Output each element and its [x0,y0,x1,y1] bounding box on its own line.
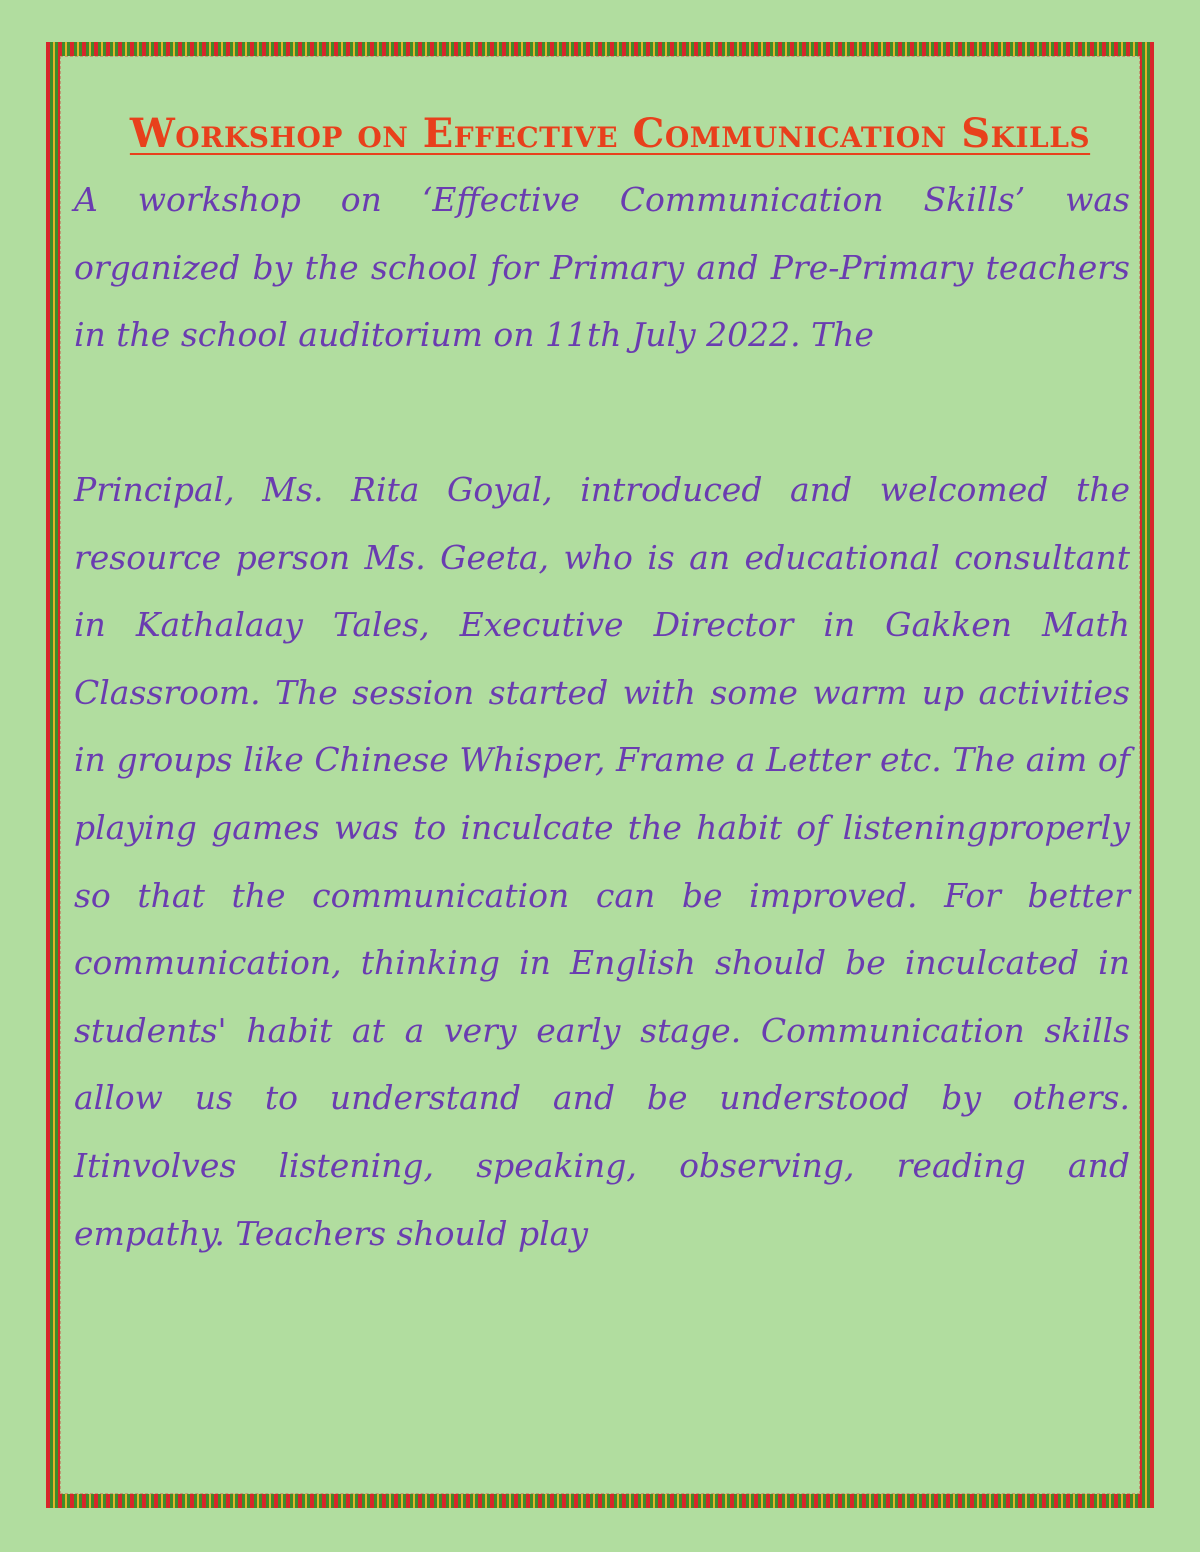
paragraph-intro: A workshop on ‘Effective Communication Skills’ was organized by the school for Primary and Pre-Primary teachers in the school auditorium on 11th July 2022. The [74,180,1130,355]
document-title: Workshop on Effective Communication Skills [129,110,1091,157]
paragraph-main: Principal, Ms. Rita Goyal, introduced and welcomed the resource person Ms. Geeta, who is an educational consultant in Kathalaay Tales, Executive Director in Gakken Math Classroom. The session started with some warm up activities in groups like Chinese Whisper, Frame a Letter etc. The aim of playing games was to inculcate the habit of listeningproperly so that the communication can be improved. For better communication, thinking in English should be inculcated in students' habit at a very early stage. Communication skills allow us to understand and be understood by others. Itinvolves listening, speaking, observing, reading and empathy. Teachers should play [74,470,1130,1253]
